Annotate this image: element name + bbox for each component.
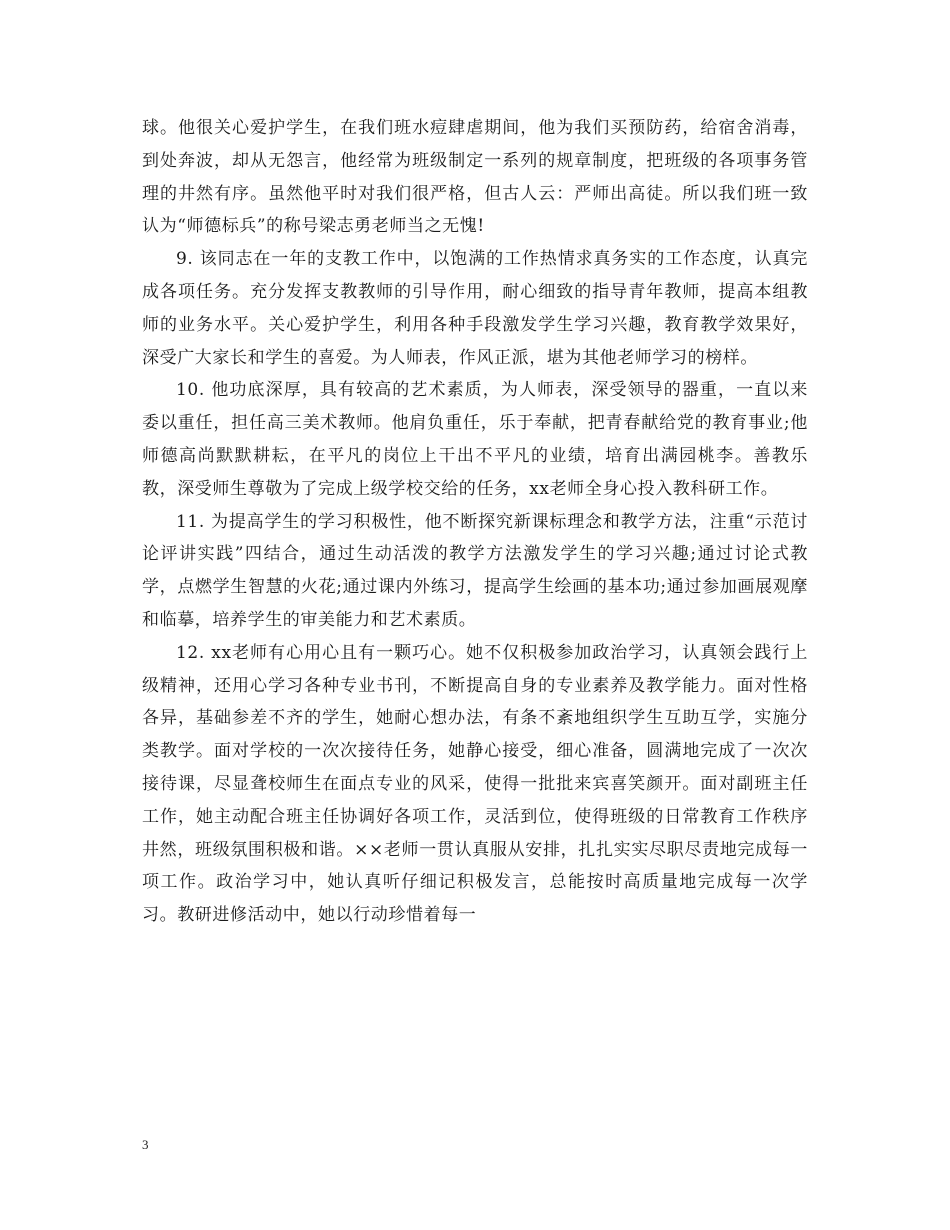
- page-number: 3: [142, 1137, 149, 1152]
- paragraph-1: 球。他很关心爱护学生，在我们班水痘肆虐期间，他为我们买预防药，给宿舍消毒，到处奔波，却从无怨言，他经常为班级制定一系列的规章制度，把班级的各项事务管理的井然有序。虽然他平时对我们很严格，但古人云：严师出高徒。所以我们班一致认为“师德标兵”的称号梁志勇老师当之无愧!: [142, 118, 808, 237]
- paragraph-3: 10. 他功底深厚，具有较高的艺术素质，为人师表，深受领导的器重，一直以来委以重任，担任高三美术教师。他肩负重任，乐于奉献，把青春献给党的教育事业;他师德高尚默默耕耘，在平凡的岗位上干出不平凡的业绩，培育出满园桃李。善教乐教，深受师生尊敬为了完成上级学校交给的任务，xx老师全身心投入教科研工作。: [142, 380, 808, 499]
- paragraph-5: 12. xx老师有心用心且有一颗巧心。她不仅积极参加政治学习，认真领会践行上级精神，还用心学习各种专业书刊，不断提高自身的专业素养及教学能力。面对性格各异，基础参差不齐的学生，她耐心想办法，有条不紊地组织学生互助互学，实施分类教学。面对学校的一次次接待任务，她静心接受，细心准备，圆满地完成了一次次接待课，尽显聋校师生在面点专业的风采，使得一批批来宾喜笑颜开。面对副班主任工作，她主动配合班主任协调好各项工作，灵活到位，使得班级的日常教育工作秩序井然，班级氛围积极和谐。××老师一贯认真服从安排，扎扎实实尽职尽责地完成每一项工作。政治学习中，她认真听仔细记积极发言，总能按时高质量地完成每一次学习。教研进修活动中，她以行动珍惜着每一: [142, 642, 808, 926]
- paragraph-2: 9. 该同志在一年的支教工作中，以饱满的工作热情求真务实的工作态度，认真完成各项任务。充分发挥支教教师的引导作用，耐心细致的指导青年教师，提高本组教师的业务水平。关心爱护学生，利用各种手段激发学生学习兴趣，教育教学效果好，深受广大家长和学生的喜爱。为人师表，作风正派，堪为其他老师学习的榜样。: [142, 249, 808, 368]
- document-page: [142, 112, 808, 932]
- paragraph-4: 11. 为提高学生的学习积极性，他不断探究新课标理念和教学方法，注重“示范讨论评讲实践”四结合，通过生动活泼的教学方法激发学生的学习兴趣;通过讨论式教学，点燃学生智慧的火花;通过课内外练习，提高学生绘画的基本功;通过参加画展观摩和临摹，培养学生的审美能力和艺术素质。: [142, 511, 808, 630]
